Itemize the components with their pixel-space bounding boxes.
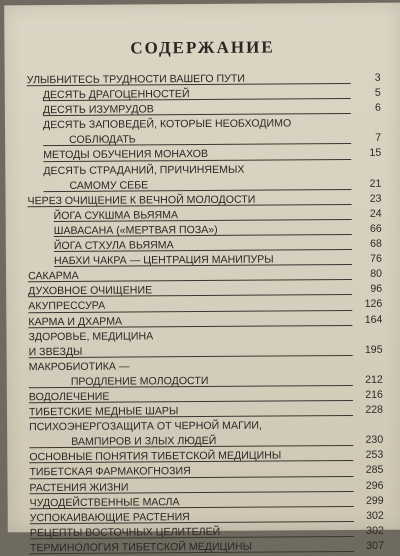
toc-entry-title: АКУПРЕССУРА xyxy=(28,299,105,315)
toc-entry-title: ДУХОВНОЕ ОЧИЩЕНИЕ xyxy=(28,284,152,300)
toc-page-number: 216 xyxy=(355,388,383,403)
toc-page-number: 6 xyxy=(353,101,381,116)
toc-page-number: 68 xyxy=(354,237,382,252)
toc-page-number: 285 xyxy=(355,463,383,478)
toc-page-number: 302 xyxy=(356,524,384,539)
toc-entry-title: ВОДОЛЕЧЕНИЕ xyxy=(29,390,110,406)
toc-page-number: 3 xyxy=(353,71,381,86)
toc-page-number: 80 xyxy=(354,267,382,282)
toc-entry-title: НАБХИ ЧАКРА — ЦЕНТРАЦИЯ МАНИПУРЫ xyxy=(54,253,274,270)
toc-entry-title: СОБЛЮДАТЬ xyxy=(69,133,136,149)
toc-entry-title: ПСИХОЭНЕРГОЗАЩИТА ОТ ЧЕРНОЙ МАГИИ, xyxy=(29,419,262,436)
toc-entry-title: САМОМУ СЕБЕ xyxy=(69,178,148,194)
toc-entry-title: САКАРМА xyxy=(28,269,79,284)
toc-page-number: 164 xyxy=(354,312,382,327)
toc-entry-title: ЧУДОДЕЙСТВЕННЫЕ МАСЛА xyxy=(30,495,180,511)
toc-page-number: 299 xyxy=(356,493,384,508)
toc-entry-title: ЙОГА СТХУЛА ВЬЯЯМА xyxy=(54,238,174,254)
toc-page-number: 212 xyxy=(355,373,383,388)
toc-page-number: 296 xyxy=(355,478,383,493)
toc-page-number: 253 xyxy=(355,448,383,463)
toc-page-number: 96 xyxy=(354,282,382,297)
toc-entry-title: УЛЫБНИТЕСЬ ТРУДНОСТИ ВАШЕГО ПУТИ xyxy=(27,72,245,89)
toc-entry-title: ДЕСЯТЬ ИЗУМРУДОВ xyxy=(43,103,154,119)
toc-page-number: 23 xyxy=(353,192,381,207)
toc-page-number: 76 xyxy=(354,252,382,267)
page-title: СОДЕРЖАНИЕ xyxy=(4,37,400,60)
toc-entry-title: ТЕРМИНОЛОГИЯ ТИБЕТСКОЙ МЕДИЦИНЫ xyxy=(30,540,252,556)
toc-entry-title: ТИБЕТСКИЕ МЕДНЫЕ ШАРЫ xyxy=(29,404,178,420)
toc-page-number: 5 xyxy=(353,86,381,101)
toc-entry-title: ЗДОРОВЬЕ, МЕДИЦИНА xyxy=(28,329,153,345)
toc-entry-title: РЕЦЕПТЫ ВОСТОЧНЫХ ЦЕЛИТЕЛЕЙ xyxy=(30,525,221,541)
toc-entry-title: ТИБЕТСКАЯ ФАРМАКОГНОЗИЯ xyxy=(29,465,190,481)
toc-entry-title: И ЗВЕЗДЫ xyxy=(29,345,83,360)
toc-page-number: 66 xyxy=(354,222,382,237)
toc-page-number: 228 xyxy=(355,403,383,418)
toc-entry-title: РАСТЕНИЯ ЖИЗНИ xyxy=(29,480,128,496)
toc-page-number: 195 xyxy=(355,342,383,357)
toc-page-number: 126 xyxy=(354,297,382,312)
toc-entry-title: ДЕСЯТЬ СТРАДАНИЙ, ПРИЧИНЯЕМЫХ xyxy=(43,162,244,178)
toc-page-number: 21 xyxy=(353,176,381,191)
toc-entry-title: ПРОДЛЕНИЕ МОЛОДОСТИ xyxy=(71,374,209,390)
toc-entry-title: УСПОКАИВАЮЩИЕ РАСТЕНИЯ xyxy=(30,510,190,526)
toc-entry-title: ДЕСЯТЬ ЗАПОВЕДЕЙ, КОТОРЫЕ НЕОБХОДИМО xyxy=(43,117,291,134)
toc-entry xyxy=(30,539,384,556)
toc-entry-title: МЕТОДЫ ОБУЧЕНИЯ МОНАХОВ xyxy=(43,147,208,163)
toc-entry-title: ЧЕРЕЗ ОЧИЩЕНИЕ К ВЕЧНОЙ МОЛОДОСТИ xyxy=(27,192,255,209)
toc-entry-title: ОСНОВНЫЕ ПОНЯТИЯ ТИБЕТСКОЙ МЕДИЦИНЫ xyxy=(29,449,281,466)
toc-entry-title: КАРМА И ДХАРМА xyxy=(28,314,122,330)
toc-entry-title: МАКРОБИОТИКА — xyxy=(29,359,130,375)
book-page xyxy=(4,3,400,533)
table-of-contents xyxy=(27,71,384,556)
toc-page-number: 15 xyxy=(353,146,381,161)
toc-entry-title: ШАВАСАНА («МЕРТВАЯ ПОЗА») xyxy=(54,223,218,239)
toc-entry-title: ВАМПИРОВ И ЗЛЫХ ЛЮДЕЙ xyxy=(71,434,216,450)
toc-page-number: 302 xyxy=(356,508,384,523)
toc-page-number: 307 xyxy=(356,539,384,554)
toc-entry-title: ДЕСЯТЬ ДРАГОЦЕННОСТЕЙ xyxy=(43,87,190,103)
toc-page-number: 7 xyxy=(353,131,381,146)
toc-entry-title: ЙОГА СУКШМА ВЬЯЯМА xyxy=(54,208,178,224)
toc-page-number: 24 xyxy=(354,207,382,222)
toc-page-number: 230 xyxy=(355,433,383,448)
